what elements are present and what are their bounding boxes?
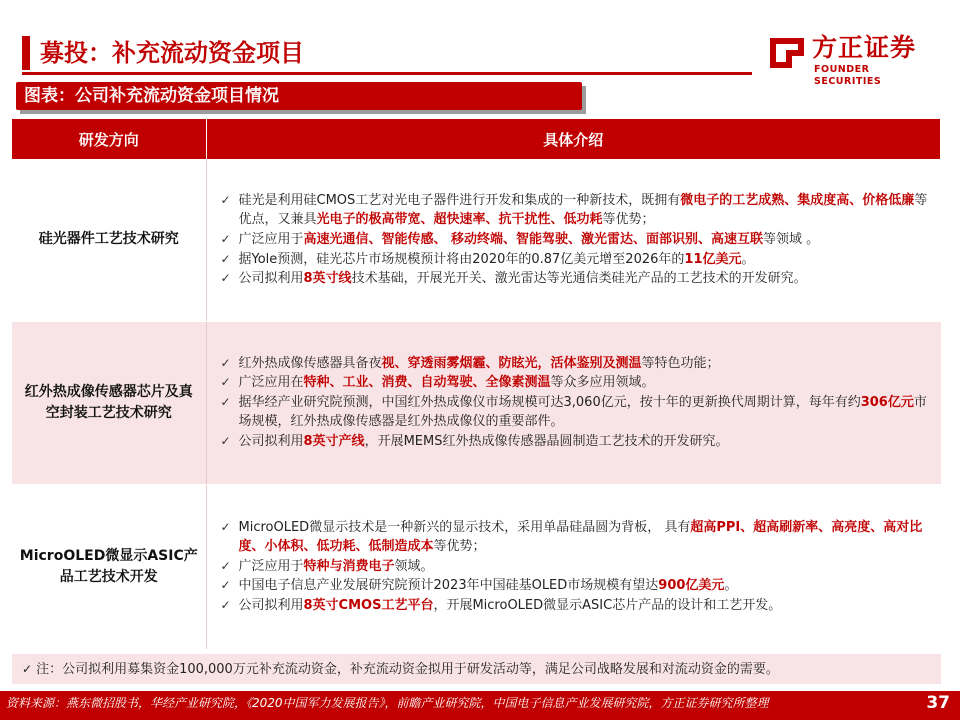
bullet-text: 市场规模，红外热成像传感器是红外热成像仪的重要部件。: [238, 394, 927, 430]
highlight-text: 306亿元: [860, 394, 914, 410]
bullet-item: [219, 576, 929, 596]
footnote: [12, 654, 941, 684]
highlight-text: 高速光通信、智能传感、 移动终端、智能驾驶、激光雷达、面部识别、高速互联: [303, 231, 764, 247]
logo-text-en: FOUNDER SECURITIES: [814, 64, 882, 87]
bullet-item: [219, 596, 929, 616]
check-icon: ✓: [220, 375, 231, 390]
highlight-text: 11亿美元: [684, 251, 742, 267]
title-accent-bar: [22, 36, 30, 70]
table-row: [12, 321, 941, 484]
bullet-text: MicroOLED微显示技术是一种新兴的显示技术，采用单晶硅晶圆为背板， 具有: [238, 519, 691, 535]
table-row: [12, 484, 941, 649]
bullet-text: 据Yole预测，硅光芯片市场规模预计将由2020年的0.87亿美元增至2026年的: [238, 251, 685, 267]
highlight-text: 900亿美元: [658, 578, 725, 594]
direction-cell: MicroOLED微显示ASIC产品工艺技术开发: [12, 484, 206, 649]
details-cell: [206, 159, 941, 321]
bullet-text: 红外热成像传感器具备夜: [238, 355, 382, 371]
bullet-text: ，开展MicroOLED微显示ASIC芯片产品的设计和工艺开发。: [433, 597, 782, 613]
bullet-text: 广泛应用于: [238, 558, 304, 574]
bullet-text: 硅光是利用硅CMOS工艺对光电子器件进行开发和集成的一种新技术，既拥有: [238, 192, 681, 208]
highlight-text: 超高PPI、超高刷新率、高亮度、高对比度、小体积、低功耗、低制造成本: [238, 519, 923, 555]
check-icon: ✓: [220, 271, 231, 286]
footnote-text: 注：公司拟利用募集资金100,000万元补充流动资金，补充流动资金拟用于研发活动等，满足公司战略发展和对流动资金的需要。: [36, 662, 779, 677]
page-number: 37: [926, 693, 950, 713]
highlight-text: 光电子的极高带宽、超快速率、抗干扰性、低功耗: [316, 212, 603, 228]
bullet-list: [219, 354, 929, 452]
highlight-text: 微电子的工艺成熟、集成度高、价格低廉: [680, 192, 915, 208]
check-icon: ✓: [220, 519, 231, 534]
brand-logo: [768, 28, 938, 87]
bullet-item: [219, 191, 929, 230]
check-icon: ✓: [220, 355, 231, 370]
founder-logo-icon: [768, 34, 808, 74]
highlight-text: 特种与消费电子: [303, 558, 395, 574]
bullet-list: [219, 518, 929, 616]
highlight-text: 特种、工业、消费、自动驾驶、全像素测温: [303, 375, 551, 391]
check-icon: ✓: [220, 578, 231, 593]
direction-cell: 红外热成像传感器芯片及真空封装工艺技术研究: [12, 321, 206, 484]
highlight-text: 视、穿透雨雾烟霾、防眩光，活体鉴别及测温: [381, 355, 642, 371]
figure-caption: 图表：公司补充流动资金项目情况: [24, 86, 279, 106]
details-cell: [206, 321, 941, 484]
bullet-text: 公司拟利用: [238, 597, 304, 613]
details-cell: [206, 484, 941, 649]
bullet-text: 技术基础，开展光开关、激光雷达等光通信类硅光产品的工艺技术的开发研究。: [351, 271, 807, 287]
bullet-item: [219, 393, 929, 432]
check-icon: ✓: [220, 231, 231, 246]
bullet-text: 等众多应用领域。: [550, 375, 655, 391]
bullet-text: 公司拟利用: [238, 433, 304, 449]
bullet-item: [219, 373, 929, 393]
bullet-item: [219, 354, 929, 374]
column-header-direction: 研发方向: [12, 119, 206, 159]
bullet-text: 等特色功能；: [641, 355, 720, 371]
direction-cell: 硅光器件工艺技术研究: [12, 159, 206, 321]
table-header-row: [12, 119, 941, 159]
footer-bar: [0, 691, 960, 720]
bullet-item: [219, 250, 929, 270]
bullet-item: [219, 269, 929, 289]
logo-text-cn: 方正证券: [812, 33, 917, 62]
bullet-text: 据华经产业研究院预测，中国红外热成像仪市场规模可达3,060亿元，按十年的更新换代周期计算，每年有约: [238, 394, 861, 410]
bullet-text: ，开展MEMS红外热成像传感器晶圆制造工艺技术的开发研究。: [364, 433, 729, 449]
bullet-text: 公司拟利用: [238, 271, 304, 287]
bullet-item: [219, 518, 929, 557]
bullet-item: [219, 230, 929, 250]
highlight-text: 8英寸产线: [303, 433, 365, 449]
bullet-text: 领域。: [394, 558, 434, 574]
check-icon: ✓: [220, 558, 231, 573]
page-title: 募投：补充流动资金项目: [40, 39, 304, 67]
column-header-details: 具体介绍: [206, 119, 941, 159]
check-icon: ✓: [220, 433, 231, 448]
highlight-text: 8英寸CMOS工艺平台: [303, 597, 434, 613]
bullet-text: 等优势；: [602, 212, 655, 228]
bullet-item: [219, 557, 929, 577]
bullet-text: 广泛应用在: [238, 375, 304, 391]
source-note: 资料来源：燕东微招股书，华经产业研究院，《2020中国军力发展报告》，前瞻产业研究院，中国电子信息产业发展研究院，方正证券研究所整理: [6, 696, 769, 710]
check-icon: ✓: [220, 597, 231, 612]
bullet-text: 等领域 。: [763, 231, 820, 247]
table-row: [12, 159, 941, 321]
bullet-text: 中国电子信息产业发展研究院预计2023年中国硅基OLED市场规模有望达: [238, 578, 659, 594]
check-icon: ✓: [22, 662, 33, 676]
bullet-item: [219, 432, 929, 452]
highlight-text: 8英寸线: [303, 271, 352, 287]
bullet-text: 广泛应用于: [238, 231, 304, 247]
bullet-text: 。: [724, 578, 738, 594]
bullet-text: 。: [741, 251, 755, 267]
check-icon: ✓: [220, 192, 231, 207]
project-table: [12, 119, 941, 650]
check-icon: ✓: [220, 251, 231, 266]
check-icon: ✓: [220, 394, 231, 409]
bullet-text: 等优势；: [433, 539, 486, 555]
bullet-list: [219, 191, 929, 289]
bullet-text: 等优点，又兼具: [238, 192, 928, 228]
title-underline: [22, 72, 752, 75]
